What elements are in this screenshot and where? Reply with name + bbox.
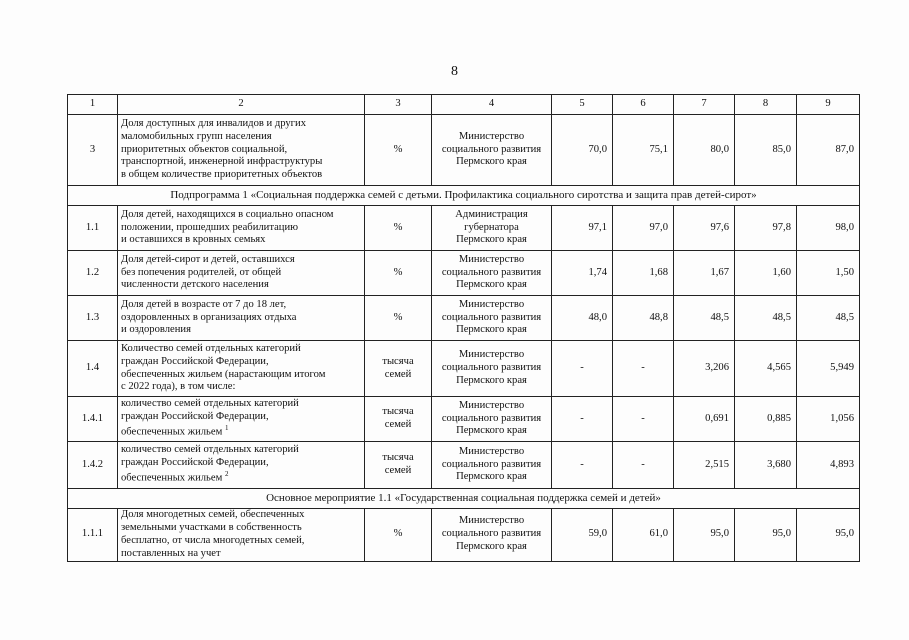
indicator-name-line: Доля доступных для инвалидов и других: [121, 117, 306, 129]
indicator-name: [118, 509, 365, 562]
agency-line: Пермского края: [456, 156, 527, 168]
agency-line: Пермского края: [456, 471, 527, 483]
value-cell: 4,893: [797, 442, 860, 489]
value-cell: 97,8: [735, 206, 797, 251]
agency-line: Министерство: [458, 130, 525, 142]
agency-line: Министерство: [458, 349, 525, 361]
indicator-name-line: и оздоровления: [121, 324, 191, 336]
agency-line: Министерство: [458, 399, 525, 411]
value-cell: 80,0: [674, 115, 735, 186]
value-cell: 87,0: [797, 115, 860, 186]
agency-line: Пермского края: [456, 234, 527, 246]
column-number-cell: 2: [118, 95, 365, 115]
value-cell: 95,0: [797, 509, 860, 562]
value-cell: -: [552, 397, 613, 442]
column-number-cell: 1: [68, 95, 118, 115]
agency-cell: [432, 251, 552, 296]
value-cell: 70,0: [552, 115, 613, 186]
value-cell: 1,056: [797, 397, 860, 442]
footnote-marker: 1: [224, 424, 229, 433]
section-title: Основное мероприятие 1.1 «Государственная социальная поддержка семей и детей»: [68, 489, 860, 509]
unit-line: семей: [384, 465, 412, 476]
section-row: [68, 489, 860, 509]
indicator-name: [118, 442, 365, 489]
row-number: 3: [68, 115, 118, 186]
indicator-row: [68, 509, 860, 562]
unit-line: %: [393, 311, 403, 323]
column-number-cell: 6: [613, 95, 674, 115]
unit-cell: [365, 115, 432, 186]
unit-cell: [365, 509, 432, 562]
indicator-name-line: Доля детей в возрасте от 7 до 18 лет,: [121, 298, 287, 310]
agency-line: Пермского края: [456, 374, 527, 386]
value-cell: 5,949: [797, 341, 860, 397]
indicator-row: [68, 442, 860, 489]
indicators-table: [67, 94, 860, 562]
row-number: 1.1: [68, 206, 118, 251]
indicator-name-line: в общем количестве приоритетных объектов: [121, 169, 323, 181]
unit-cell: [365, 397, 432, 442]
agency-line: социального развития: [441, 412, 542, 424]
agency-line: Министерство: [458, 445, 525, 457]
unit-line: тысяча: [382, 452, 414, 464]
indicator-name-line: Доля детей, находящихся в социально опасном: [121, 208, 334, 220]
indicator-name-line: положении, прошедших реабилитацию: [121, 221, 299, 233]
agency-cell: [432, 206, 552, 251]
indicator-name-line: бесплатно, от числа многодетных семей,: [121, 534, 305, 546]
value-cell: 1,67: [674, 251, 735, 296]
page-number: 8: [451, 64, 458, 79]
indicator-name-line: обеспеченных жильем (нарастающим итогом: [121, 368, 326, 380]
indicator-name-line: транспортной, инженерной инфраструктуры: [121, 156, 323, 168]
indicator-row: [68, 206, 860, 251]
column-number-cell: 9: [797, 95, 860, 115]
unit-line: семей: [384, 368, 412, 380]
unit-line: тысяча: [382, 406, 414, 418]
column-number-cell: 3: [365, 95, 432, 115]
value-cell: 4,565: [735, 341, 797, 397]
indicator-name-line: численности детского населения: [121, 279, 269, 291]
agency-line: социального развития: [441, 266, 542, 278]
table-body: [68, 95, 860, 562]
indicator-name-line: и оставшихся в кровных семьях: [121, 234, 266, 246]
agency-line: социального развития: [441, 311, 542, 323]
indicator-name: [118, 206, 365, 251]
unit-line: %: [393, 528, 403, 540]
row-number: 1.4.1: [68, 397, 118, 442]
unit-line: тысяча: [382, 355, 414, 367]
agency-line: Пермского края: [456, 425, 527, 437]
agency-cell: [432, 115, 552, 186]
indicator-name-line: маломобильных групп населения: [121, 130, 272, 142]
value-cell: 48,5: [735, 296, 797, 341]
value-cell: 61,0: [613, 509, 674, 562]
row-number: 1.4: [68, 341, 118, 397]
indicator-name-line: с 2022 года), в том числе:: [121, 381, 236, 393]
value-cell: 3,206: [674, 341, 735, 397]
agency-line: губернатора: [464, 221, 519, 233]
indicator-name-line: Доля многодетных семей, обеспеченных: [121, 509, 305, 520]
column-number-cell: 8: [735, 95, 797, 115]
value-cell: 1,68: [613, 251, 674, 296]
indicator-name-line: приоритетных объектов социальной,: [121, 143, 288, 155]
agency-cell: [432, 296, 552, 341]
unit-line: %: [393, 143, 403, 155]
value-cell: -: [552, 341, 613, 397]
indicator-row: [68, 397, 860, 442]
column-number-cell: 7: [674, 95, 735, 115]
value-cell: -: [613, 397, 674, 442]
value-cell: 1,74: [552, 251, 613, 296]
value-cell: 95,0: [735, 509, 797, 562]
value-cell: 1,50: [797, 251, 860, 296]
indicator-row: [68, 296, 860, 341]
section-row: [68, 186, 860, 206]
value-cell: 0,885: [735, 397, 797, 442]
value-cell: 97,1: [552, 206, 613, 251]
indicator-name-line: оздоровленных в организациях отдыха: [121, 311, 297, 323]
unit-cell: [365, 442, 432, 489]
value-cell: 59,0: [552, 509, 613, 562]
value-cell: 48,8: [613, 296, 674, 341]
column-number-row: [68, 95, 860, 115]
agency-line: Министерство: [458, 515, 525, 527]
indicator-name-line: поставленных на учет: [121, 547, 221, 559]
value-cell: 48,0: [552, 296, 613, 341]
unit-line: %: [393, 221, 403, 233]
indicator-name-line: обеспеченных жильем: [121, 426, 223, 438]
agency-cell: [432, 341, 552, 397]
value-cell: -: [613, 341, 674, 397]
agency-line: Пермского края: [456, 541, 527, 553]
row-number: 1.4.2: [68, 442, 118, 489]
indicator-row: [68, 115, 860, 186]
column-number-cell: 4: [432, 95, 552, 115]
indicator-name: [118, 296, 365, 341]
agency-line: социального развития: [441, 528, 542, 540]
indicator-row: [68, 251, 860, 296]
unit-cell: [365, 251, 432, 296]
indicator-name-line: количество семей отдельных категорий: [121, 444, 299, 456]
row-number: 1.1.1: [68, 509, 118, 562]
indicator-name-line: граждан Российской Федерации,: [121, 355, 269, 367]
value-cell: 98,0: [797, 206, 860, 251]
indicator-row: [68, 341, 860, 397]
indicator-name: [118, 397, 365, 442]
agency-line: социального развития: [441, 143, 542, 155]
indicator-name-line: без попечения родителей, от общей: [121, 266, 282, 278]
value-cell: 2,515: [674, 442, 735, 489]
value-cell: 3,680: [735, 442, 797, 489]
row-number: 1.2: [68, 251, 118, 296]
value-cell: -: [552, 442, 613, 489]
unit-line: %: [393, 266, 403, 278]
indicator-name: [118, 115, 365, 186]
indicator-name-line: Количество семей отдельных категорий: [121, 342, 301, 354]
row-number: 1.3: [68, 296, 118, 341]
value-cell: 85,0: [735, 115, 797, 186]
unit-line: семей: [384, 419, 412, 430]
indicator-name-line: количество семей отдельных категорий: [121, 398, 299, 410]
indicator-name-line: Доля детей-сирот и детей, оставшихся: [121, 253, 295, 265]
agency-cell: [432, 509, 552, 562]
agency-cell: [432, 442, 552, 489]
indicator-name: [118, 341, 365, 397]
column-number-cell: 5: [552, 95, 613, 115]
value-cell: 97,6: [674, 206, 735, 251]
agency-line: Пермского края: [456, 279, 527, 291]
agency-line: социального развития: [441, 458, 542, 470]
agency-line: социального развития: [441, 362, 542, 374]
indicator-name-line: граждан Российской Федерации,: [121, 457, 269, 469]
value-cell: 95,0: [674, 509, 735, 562]
value-cell: 97,0: [613, 206, 674, 251]
agency-line: Министерство: [458, 298, 525, 310]
indicator-name-line: граждан Российской Федерации,: [121, 411, 269, 423]
value-cell: 75,1: [613, 115, 674, 186]
indicator-name-line: обеспеченных жильем: [121, 472, 223, 484]
agency-line: Администрация: [455, 208, 528, 220]
value-cell: 1,60: [735, 251, 797, 296]
value-cell: 0,691: [674, 397, 735, 442]
value-cell: 48,5: [674, 296, 735, 341]
unit-cell: [365, 341, 432, 397]
value-cell: -: [613, 442, 674, 489]
footnote-marker: 2: [224, 470, 229, 479]
indicator-name: [118, 251, 365, 296]
agency-line: Министерство: [458, 253, 525, 265]
agency-cell: [432, 397, 552, 442]
value-cell: 48,5: [797, 296, 860, 341]
indicator-name-line: земельными участками в собственность: [121, 521, 302, 533]
agency-line: Пермского края: [456, 324, 527, 336]
section-title: Подпрограмма 1 «Социальная поддержка семей с детьми. Профилактика социального сиротства и защита прав детей-сирот»: [68, 186, 860, 206]
unit-cell: [365, 296, 432, 341]
unit-cell: [365, 206, 432, 251]
